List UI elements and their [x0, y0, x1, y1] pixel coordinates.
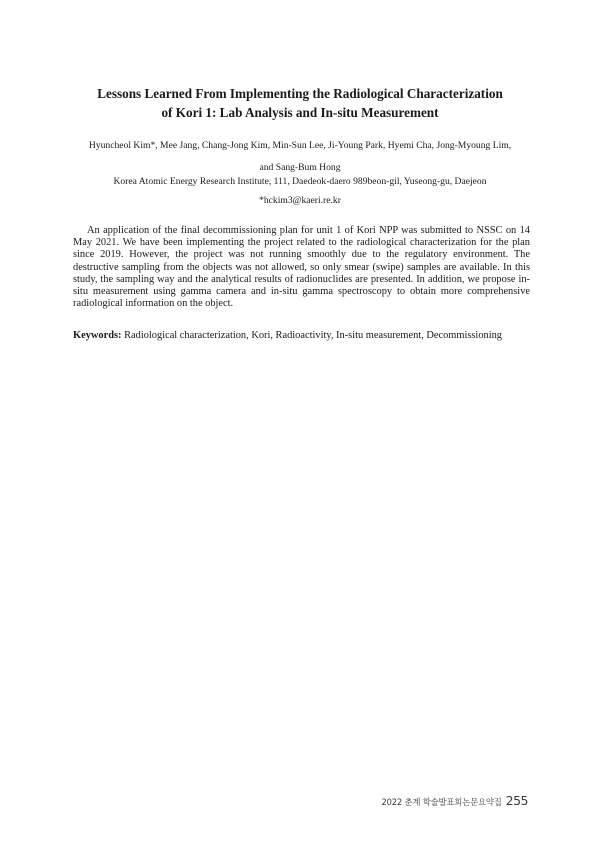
- page-footer: [382, 790, 528, 809]
- author-list-line-2: and Sang-Bum Hong: [259, 162, 341, 173]
- keywords-label: Keywords:: [73, 330, 122, 341]
- paper-title-line-1: Lessons Learned From Implementing the Radiological Characterization: [97, 86, 503, 101]
- page-number: 255: [505, 793, 528, 808]
- author-list: [50, 135, 550, 179]
- keywords: [73, 329, 533, 342]
- abstract-text: An application of the final decommissioning plan for unit 1 of Kori NPP was submitted to NSSC on 14 May 2021. We have been implementing the project related to the radiological characterization for the plan since 2019. However, the project was not running smoothly due to the regulatory environment. The destructive sampling from the objects was not allowed, so only smear (swipe) samples are available. In this study, the sampling way and the analytical results of radionuclides are presented. In addition, we propose in-situ measurement using gamma camera and in-situ gamma spectroscopy to obtain more comprehensive radiological information on the object.: [73, 225, 530, 310]
- proceedings-title: 2022 춘계 학술발표회논문요약집: [381, 797, 502, 807]
- corresponding-email: *hckim3@kaeri.re.kr: [259, 195, 341, 206]
- affiliation: Korea Atomic Energy Research Institute, 111, Daedeok-daero 989beon-gil, Yuseong-gu, Daejeon: [113, 176, 487, 187]
- paper-title: [60, 84, 540, 122]
- author-list-line-1: Hyuncheol Kim*, Mee Jang, Chang-Jong Kim, Min-Sun Lee, Ji-Young Park, Hyemi Cha, Jong-Myoung Lim,: [88, 140, 512, 151]
- paper-title-line-2: of Kori 1: Lab Analysis and In-situ Measurement: [161, 105, 439, 120]
- keywords-list: Radiological characterization, Kori, Radioactivity, In-situ measurement, Decommissioning: [124, 330, 502, 341]
